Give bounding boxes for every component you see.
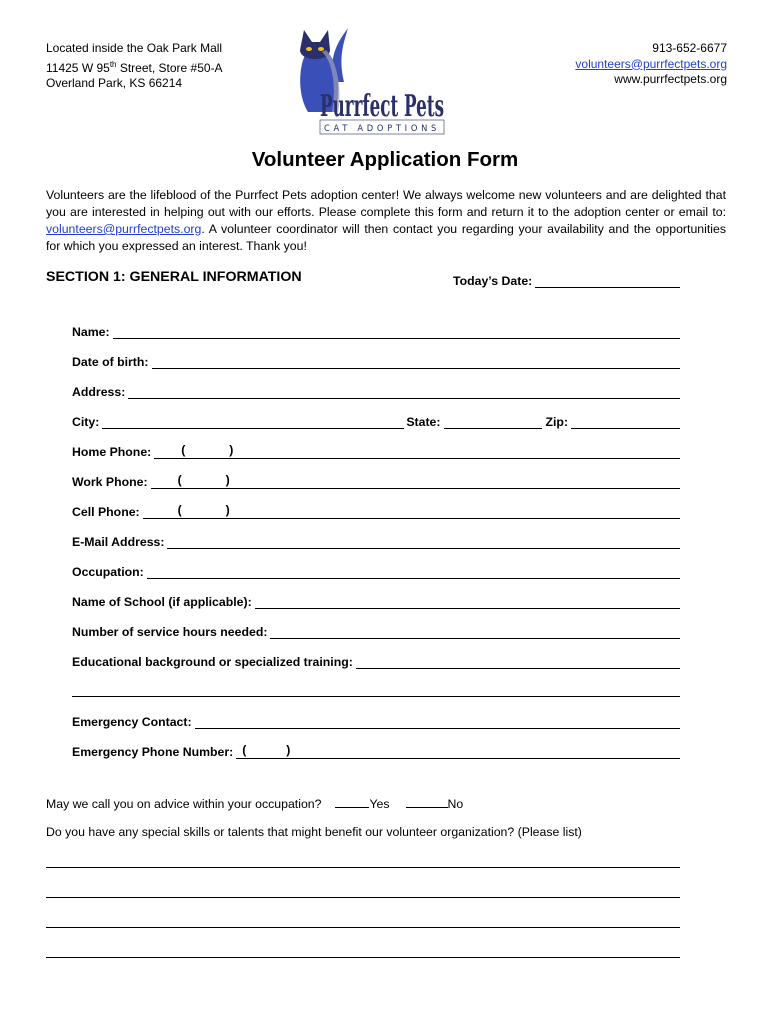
state-field[interactable] [444,414,542,429]
emergency-phone-paren-close: ) [286,743,291,757]
advice-no-blank[interactable] [406,795,448,808]
state-label: State: [406,415,441,429]
phone-number: 913-652-6677 [652,41,727,55]
advice-question-text: May we call you on advice within your occupation? [46,797,322,811]
name-row [72,323,680,339]
cell-phone-label: Cell Phone: [72,505,140,519]
advice-question-row [46,795,463,811]
email-label: E-Mail Address: [72,535,165,549]
city-label: City: [72,415,100,429]
home-phone-label: Home Phone: [72,445,152,459]
name-label: Name: [72,325,110,339]
skills-line-4[interactable] [46,956,680,958]
occupation-row [72,563,680,579]
work-phone-paren-close: ) [225,473,230,487]
cat-silhouette-icon [286,22,448,140]
service-hours-row [72,623,680,639]
school-label: Name of School (if applicable): [72,595,252,609]
advice-yes-label: Yes [369,797,390,811]
occupation-label: Occupation: [72,565,144,579]
address-field[interactable] [128,384,680,399]
skills-question-text: Do you have any special skills or talents that might benefit our volunteer organization? (Please list) [46,825,582,839]
emergency-phone-paren-open: ( [242,743,247,757]
emergency-contact-field[interactable] [195,714,680,729]
cell-phone-paren-open: ( [177,503,182,517]
service-hours-label: Number of service hours needed: [72,625,268,639]
emergency-phone-field[interactable] [236,744,680,759]
emergency-contact-label: Emergency Contact: [72,715,192,729]
home-phone-row [72,443,680,459]
address-row [72,383,680,399]
address-line-1: Located inside the Oak Park Mall [46,41,223,55]
store-address [46,41,223,92]
todays-date-row [453,272,680,288]
logo-tagline: CAT ADOPTIONS [324,124,440,134]
school-row [72,593,680,609]
intro-text-after: . A volunteer coordinator will then contact you regarding your availability and the opportunities for which you expressed an interest. Thank you! [46,222,726,253]
dob-label: Date of birth: [72,355,149,369]
store-contact [575,41,727,88]
emergency-phone-row [72,743,680,759]
address-street-name: Street, Store #50-A [116,60,223,75]
website-text: www.purrfectpets.org [614,72,727,86]
work-phone-row [72,473,680,489]
service-hours-field[interactable] [270,624,680,639]
zip-label: Zip: [545,415,569,429]
section-1-heading: SECTION 1: GENERAL INFORMATION [46,269,302,285]
education-field-line-2[interactable] [72,695,680,697]
address-street-number: 11425 W 95 [46,60,110,75]
occupation-field[interactable] [147,564,680,579]
page-title: Volunteer Application Form [251,148,519,171]
todays-date-field[interactable] [535,273,680,288]
address-label: Address: [72,385,126,399]
address-ordinal-suffix: th [109,59,117,69]
cell-phone-paren-close: ) [225,503,230,517]
purrfect-pets-logo [286,22,448,140]
city-field[interactable] [102,414,404,429]
cell-phone-field[interactable] [143,504,680,519]
intro-paragraph [46,187,726,255]
home-phone-paren-open: ( [181,443,186,457]
email-link[interactable]: volunteers@purrfectpets.org [575,56,727,71]
name-field[interactable] [113,324,680,339]
work-phone-paren-open: ( [177,473,182,487]
logo-wordmark: Purrfect Pets [320,89,444,124]
advice-no-label: No [447,797,464,811]
cell-phone-row [72,503,680,519]
education-label: Educational background or specialized training: [72,655,353,669]
intro-email-link[interactable]: volunteers@purrfectpets.org [46,222,202,236]
work-phone-label: Work Phone: [72,475,148,489]
city-state-zip-row [72,413,680,429]
todays-date-label: Today’s Date: [453,274,533,288]
skills-line-2[interactable] [46,896,680,898]
emergency-phone-label: Emergency Phone Number: [72,745,234,759]
email-field[interactable] [167,534,680,549]
dob-field[interactable] [152,354,680,369]
email-row [72,533,680,549]
school-field[interactable] [255,594,680,609]
address-line-2 [46,57,223,77]
home-phone-field[interactable] [154,444,680,459]
education-row [72,653,680,669]
skills-line-3[interactable] [46,926,680,928]
skills-line-1[interactable] [46,866,680,868]
work-phone-field[interactable] [151,474,680,489]
education-field[interactable] [356,654,680,669]
intro-text-before: Volunteers are the lifeblood of the Purrfect Pets adoption center! We always welcome new volunteers and are delighted that you are interested in helping out with our efforts. Please complete this form and return it to the adoption center or email to: [46,188,726,219]
emergency-contact-row [72,713,680,729]
advice-yes-blank[interactable] [335,795,369,808]
home-phone-paren-close: ) [229,443,234,457]
dob-row [72,353,680,369]
address-line-3: Overland Park, KS 66214 [46,76,183,90]
zip-field[interactable] [571,414,680,429]
